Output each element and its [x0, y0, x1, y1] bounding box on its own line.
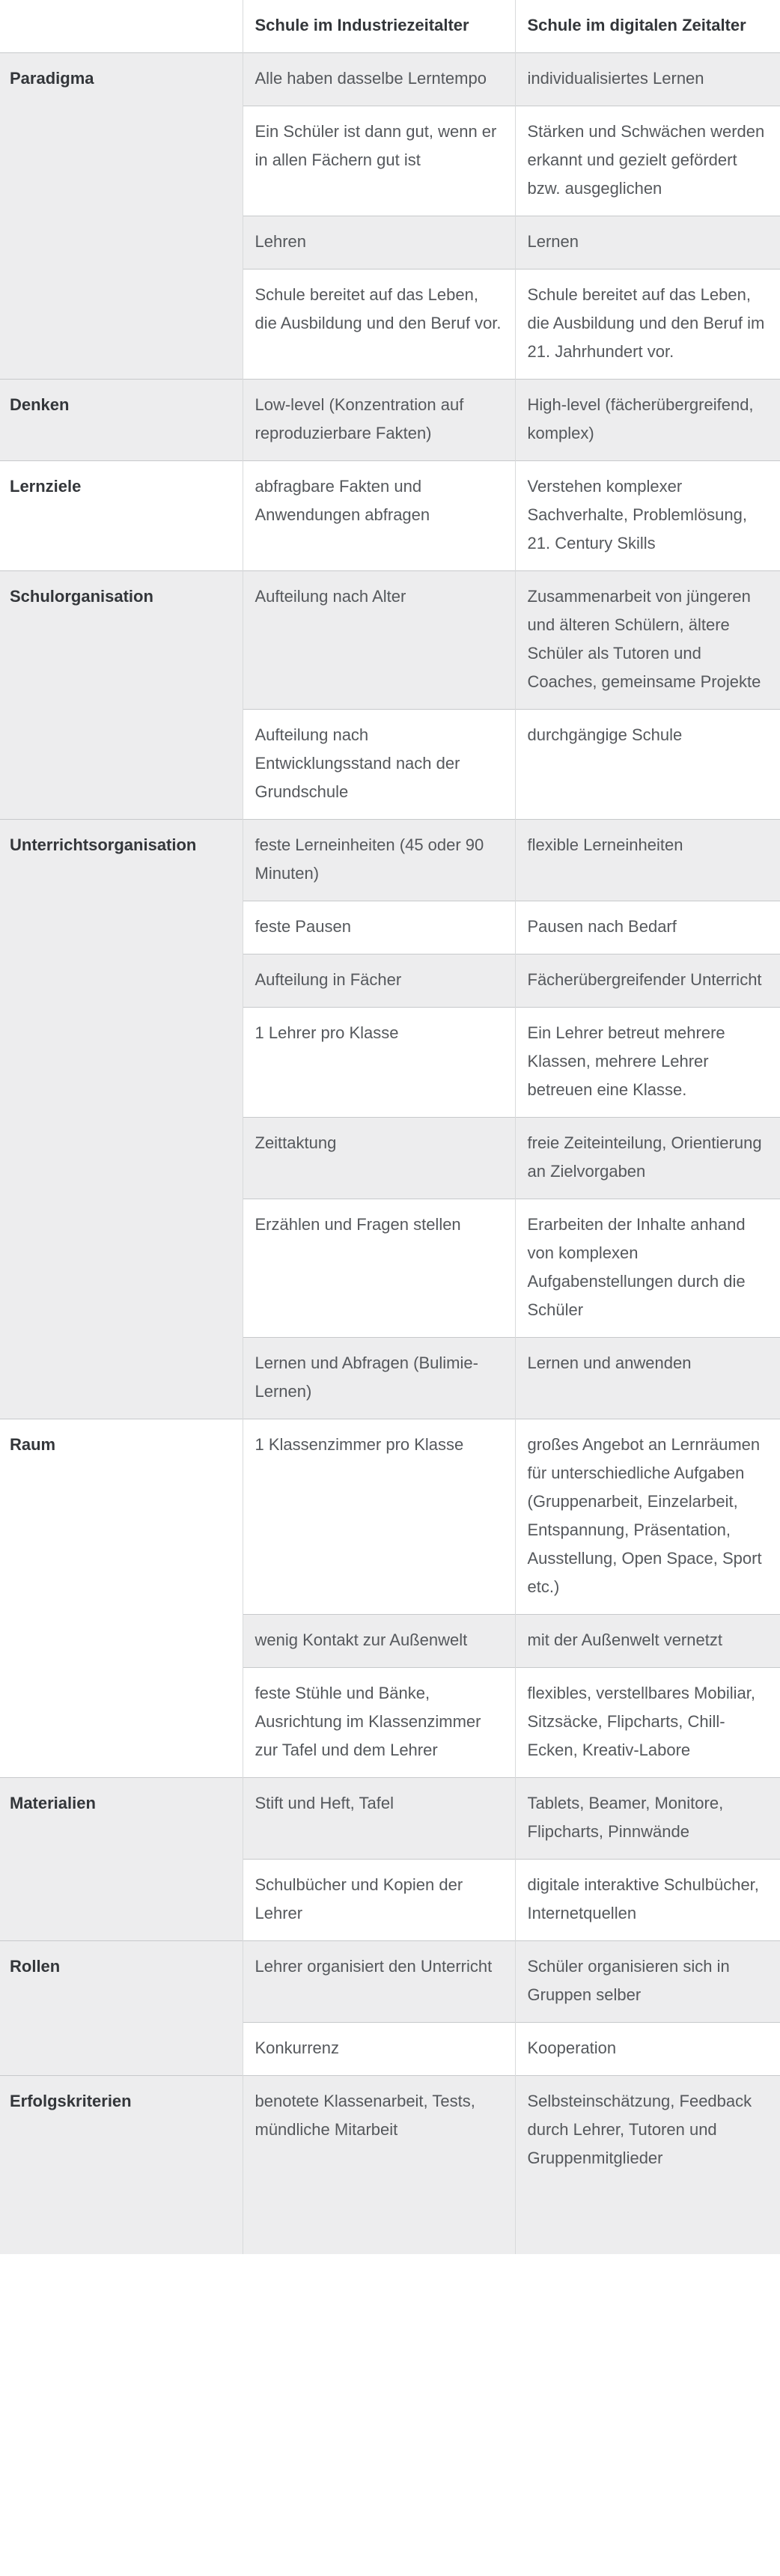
corner-cell — [0, 0, 243, 53]
cell-digital-age: flexible Lerneinheiten — [515, 820, 780, 901]
table-row — [0, 571, 780, 710]
cell-industrial-age: Erzählen und Fragen stellen — [243, 1199, 515, 1338]
cell-digital-age: durchgängige Schule — [515, 710, 780, 820]
cell-industrial-age: abfragbare Fakten und Anwendungen abfragen — [243, 461, 515, 571]
row-group-label: Unterrichtsorganisation — [0, 820, 243, 1419]
table-header — [0, 0, 780, 53]
row-group-label: Schulorganisation — [0, 571, 243, 820]
table-row — [0, 1941, 780, 2023]
cell-digital-age: Lernen und anwenden — [515, 1338, 780, 1419]
cell-digital-age: Selbsteinschätzung, Feedback durch Lehrer, Tutoren und Gruppenmitglieder — [515, 2076, 780, 2255]
header-row — [0, 0, 780, 53]
cell-industrial-age: Aufteilung nach Entwicklungsstand nach der Grundschule — [243, 710, 515, 820]
cell-industrial-age: Lehren — [243, 216, 515, 270]
cell-digital-age: Fächerübergreifender Unterricht — [515, 954, 780, 1008]
cell-industrial-age: Aufteilung nach Alter — [243, 571, 515, 710]
cell-digital-age: Stärken und Schwächen werden erkannt und gezielt gefördert bzw. ausgeglichen — [515, 106, 780, 216]
cell-industrial-age: Konkurrenz — [243, 2023, 515, 2076]
cell-digital-age: freie Zeiteinteilung, Orientierung an Zielvorgaben — [515, 1118, 780, 1199]
row-group-label: Raum — [0, 1419, 243, 1778]
cell-digital-age: Erarbeiten der Inhalte anhand von komplexen Aufgabenstellungen durch die Schüler — [515, 1199, 780, 1338]
cell-industrial-age: Aufteilung in Fächer — [243, 954, 515, 1008]
cell-digital-age: Kooperation — [515, 2023, 780, 2076]
cell-industrial-age: 1 Lehrer pro Klasse — [243, 1008, 515, 1118]
cell-digital-age: großes Angebot an Lernräumen für unterschiedliche Aufgaben (Gruppenarbeit, Einzelarbeit, Entspannung, Präsentation, Ausstellung, Open Space, Sport etc.) — [515, 1419, 780, 1615]
table-row — [0, 53, 780, 106]
cell-digital-age: mit der Außenwelt vernetzt — [515, 1615, 780, 1668]
cell-digital-age: Lernen — [515, 216, 780, 270]
table-row — [0, 1778, 780, 1860]
cell-industrial-age: Low-level (Konzentration auf reproduzierbare Fakten) — [243, 380, 515, 461]
row-group-label: Paradigma — [0, 53, 243, 380]
cell-industrial-age: Alle haben dasselbe Lerntempo — [243, 53, 515, 106]
table-row — [0, 1419, 780, 1615]
row-group-label: Rollen — [0, 1941, 243, 2076]
cell-industrial-age: 1 Klassenzimmer pro Klasse — [243, 1419, 515, 1615]
row-group-label: Lernziele — [0, 461, 243, 571]
cell-digital-age: Pausen nach Bedarf — [515, 901, 780, 954]
cell-digital-age: Tablets, Beamer, Monitore, Flipcharts, Pinnwände — [515, 1778, 780, 1860]
cell-industrial-age: Stift und Heft, Tafel — [243, 1778, 515, 1860]
column-header-digital-age: Schule im digitalen Zeitalter — [515, 0, 780, 53]
table-body — [0, 53, 780, 2255]
row-group-label: Materialien — [0, 1778, 243, 1941]
cell-digital-age: individualisiertes Lernen — [515, 53, 780, 106]
cell-industrial-age: feste Lerneinheiten (45 oder 90 Minuten) — [243, 820, 515, 901]
table-row — [0, 2076, 780, 2255]
cell-industrial-age: Lehrer organisiert den Unterricht — [243, 1941, 515, 2023]
cell-digital-age: digitale interaktive Schulbücher, Internetquellen — [515, 1860, 780, 1941]
cell-industrial-age: feste Pausen — [243, 901, 515, 954]
cell-digital-age: High-level (fächerübergreifend, komplex) — [515, 380, 780, 461]
table-row — [0, 820, 780, 901]
cell-digital-age: Schule bereitet auf das Leben, die Ausbildung und den Beruf im 21. Jahrhundert vor. — [515, 270, 780, 380]
cell-industrial-age: Schulbücher und Kopien der Lehrer — [243, 1860, 515, 1941]
cell-industrial-age: benotete Klassenarbeit, Tests, mündliche Mitarbeit — [243, 2076, 515, 2255]
cell-industrial-age: Zeittaktung — [243, 1118, 515, 1199]
cell-digital-age: Ein Lehrer betreut mehrere Klassen, mehrere Lehrer betreuen eine Klasse. — [515, 1008, 780, 1118]
cell-industrial-age: wenig Kontakt zur Außenwelt — [243, 1615, 515, 1668]
cell-industrial-age: feste Stühle und Bänke, Ausrichtung im Klassenzimmer zur Tafel und dem Lehrer — [243, 1668, 515, 1778]
row-group-label: Denken — [0, 380, 243, 461]
table-row — [0, 380, 780, 461]
cell-digital-age: Zusammenarbeit von jüngeren und älteren Schülern, ältere Schüler als Tutoren und Coaches, gemeinsame Projekte — [515, 571, 780, 710]
column-header-industrial-age: Schule im Industriezeitalter — [243, 0, 515, 53]
cell-digital-age: Schüler organisieren sich in Gruppen selber — [515, 1941, 780, 2023]
cell-digital-age: flexibles, verstellbares Mobiliar, Sitzsäcke, Flipcharts, Chill-Ecken, Kreativ-Labore — [515, 1668, 780, 1778]
row-group-label: Erfolgskriterien — [0, 2076, 243, 2255]
cell-industrial-age: Ein Schüler ist dann gut, wenn er in allen Fächern gut ist — [243, 106, 515, 216]
cell-industrial-age: Lernen und Abfragen (Bulimie-Lernen) — [243, 1338, 515, 1419]
cell-digital-age: Verstehen komplexer Sachverhalte, Problemlösung, 21. Century Skills — [515, 461, 780, 571]
cell-industrial-age: Schule bereitet auf das Leben, die Ausbildung und den Beruf vor. — [243, 270, 515, 380]
table-row — [0, 461, 780, 571]
